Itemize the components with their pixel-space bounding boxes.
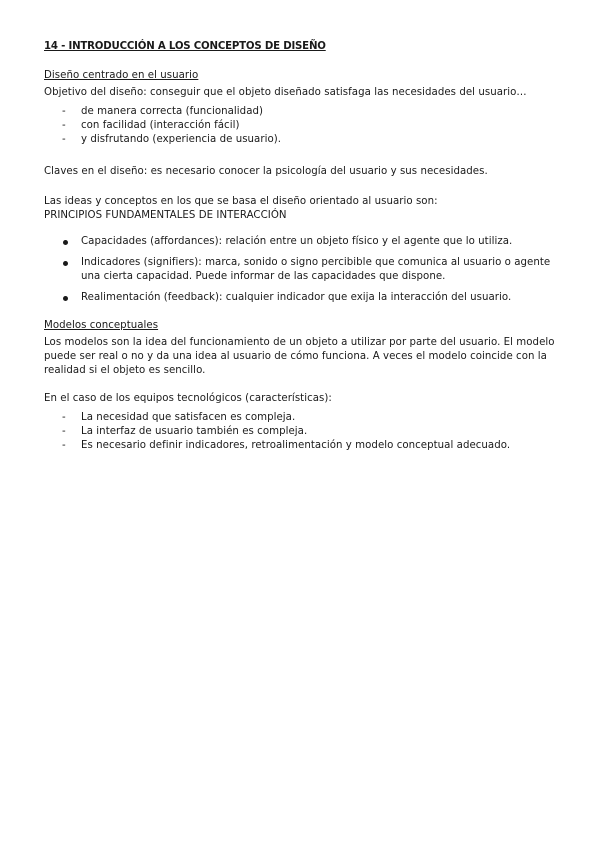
list-item-text: con facilidad (interacción fácil) — [81, 120, 240, 131]
section-heading-user-centered: Diseño centrado en el usuario — [44, 70, 199, 81]
models-paragraph: Los modelos son la idea del funcionamiento de un objeto a utilizar por parte del usuario. El modelo puede ser real o no y da una idea al usuario de cómo funciona. A veces el modelo coincide con la realidad si el objeto es sencillo. — [44, 337, 555, 376]
ideas-intro-text: Las ideas y conceptos en los que se basa el diseño orientado al usuario son: — [44, 196, 438, 207]
objective-list — [44, 105, 564, 147]
bullet-icon — [63, 261, 68, 266]
dash-marker: - — [62, 440, 66, 451]
list-item — [44, 133, 564, 147]
list-item-text: y disfrutando (experiencia de usuario). — [81, 134, 282, 145]
list-item-text: La interfaz de usuario también es compleja. — [81, 426, 308, 437]
objective-text: Objetivo del diseño: conseguir que el objeto diseñado satisfaga las necesidades del usuario… — [44, 87, 527, 98]
list-item-text: Realimentación (feedback): cualquier indicador que exija la interacción del usuario. — [81, 291, 512, 303]
bullet-icon — [63, 240, 68, 245]
claves-text: Claves en el diseño: es necesario conocer la psicología del usuario y sus necesidades. — [44, 166, 488, 177]
section-heading-conceptual-models: Modelos conceptuales — [44, 320, 159, 331]
list-item — [44, 425, 564, 439]
list-item — [44, 291, 564, 306]
list-item — [44, 235, 564, 250]
list-item — [44, 439, 564, 453]
list-item-text: de manera correcta (funcionalidad) — [81, 106, 264, 117]
dash-marker: - — [62, 412, 66, 423]
page-title: 14 - INTRODUCCIÓN A LOS CONCEPTOS DE DISEÑO — [44, 41, 326, 52]
list-item-text: La necesidad que satisfacen es compleja. — [81, 412, 296, 423]
principles-heading: PRINCIPIOS FUNDAMENTALES DE INTERACCIÓN — [44, 210, 287, 221]
list-item — [44, 119, 564, 133]
dash-marker: - — [62, 106, 66, 117]
list-item-text: Indicadores (signifiers): marca, sonido o signo percibible que comunica al usuario o agente una cierta capacidad. Puede informar de las capacidades que dispone. — [81, 256, 551, 282]
list-item — [44, 105, 564, 119]
list-item-text: Capacidades (affordances): relación entre un objeto físico y el agente que lo utiliza. — [81, 236, 513, 247]
list-item — [44, 411, 564, 425]
list-item — [44, 256, 564, 285]
equipos-list — [44, 411, 564, 453]
principles-list — [44, 235, 564, 305]
dash-marker: - — [62, 134, 66, 145]
document-page — [44, 40, 564, 453]
list-item-text: Es necesario definir indicadores, retroalimentación y modelo conceptual adecuado. — [81, 440, 511, 451]
dash-marker: - — [62, 120, 66, 131]
bullet-icon — [63, 296, 68, 301]
equipos-intro-text: En el caso de los equipos tecnológicos (características): — [44, 393, 332, 404]
dash-marker: - — [62, 426, 66, 437]
